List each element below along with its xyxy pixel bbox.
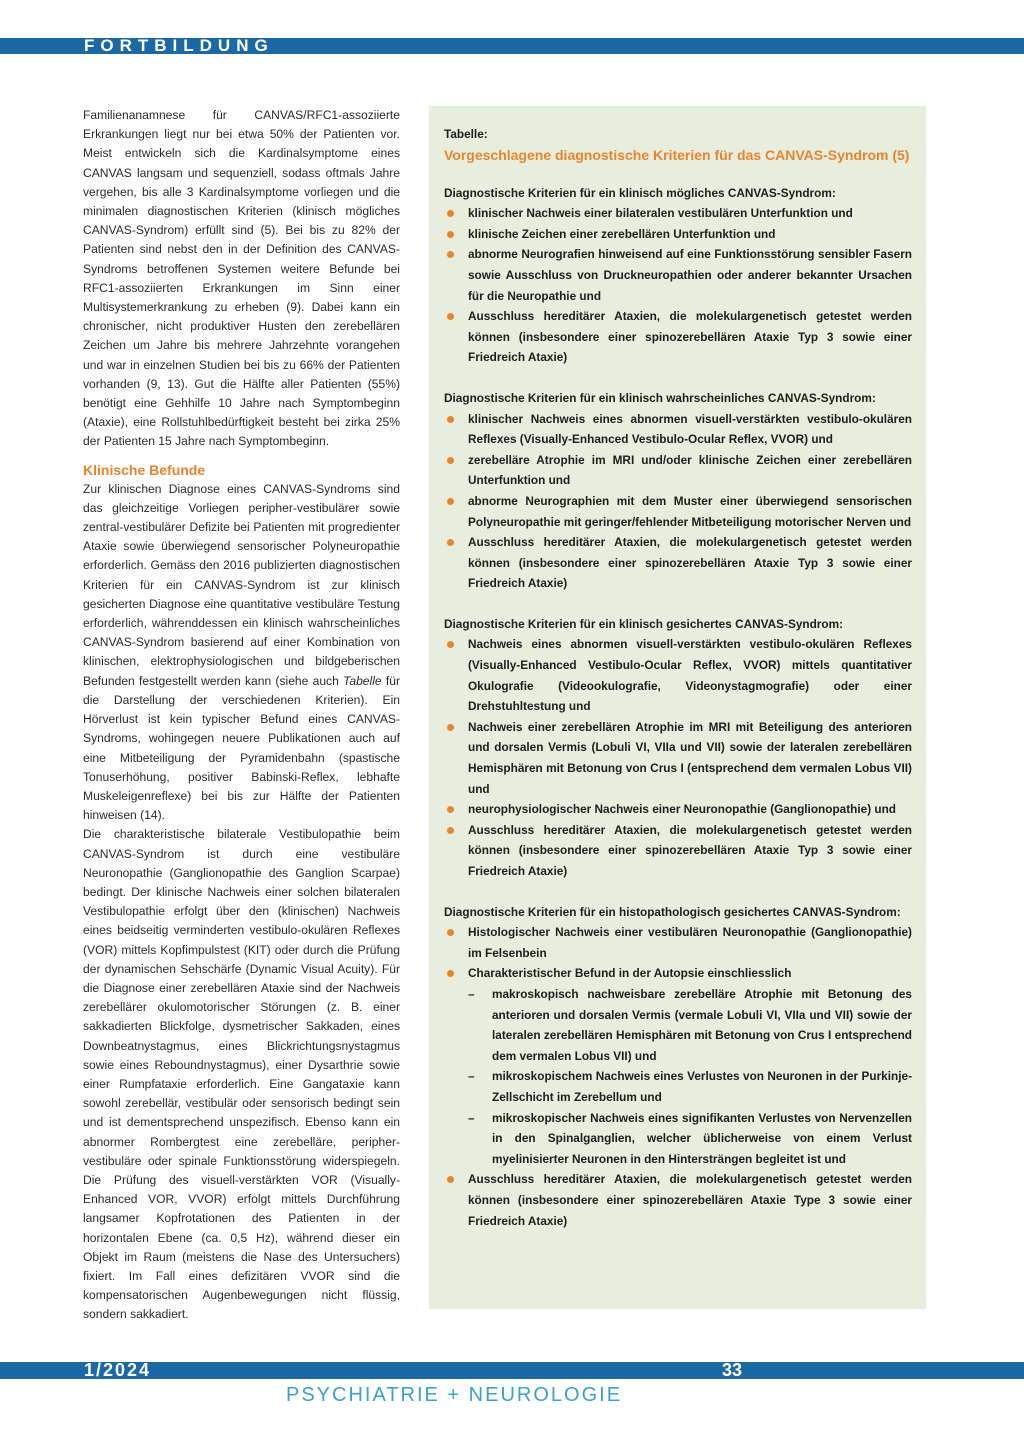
bullet-icon [447, 457, 454, 464]
criteria-item [444, 532, 912, 594]
criteria-section-heading: Diagnostische Kriterien für ein klinisch mögliches CANVAS-Syndrom: [444, 185, 836, 200]
paragraph: Die charakteristische bilaterale Vestibulopathie beim CANVAS-Syndrom ist durch eine vestibuläre Neuronopathie (Ganglionopathie des Ganglion Scarpae) bedingt. Der klinische Nachweis einer solchen bilateralen Vestibulopathie erfolgt über den (klinischen) Nachweis eines beidseitig verminderten vestibulo-okulären Reflexes (VOR) mittels Kopfimpulstest (KIT) oder durch die Prüfung der dynamischen Sehschärfe (Dynamic Visual Acuity). Für die Diagnose einer zerebellären Ataxie sind der Nachweis zerebellärer okulomotorischer Störungen (z. B. einer sakkadierten Blickfolge, dysmetrischer Sakkaden, eines Downbeatnystagmus, eines Blickrichtungsnystagmus sowie eines Reboundnystagmus), einer Dysarthrie sowie einer Rumpfataxie erforderlich. Eine Gangataxie kann sowohl zerebellär, vestibulär oder sensorisch bedingt sein und ist dementsprechend unspezifisch. Ebenso kann ein abnormer Rombergtest eine zerebelläre, peripher-vestibuläre oder spinale Funktionsstörung widerspiegeln. Die Prüfung des visuell-verstärkten VOR (Visually-Enhanced VOR, VVOR) erfolgt mittels Durchführung langsamer Kopfrotationen des Patienten in der horizontalen Ebene (ca. 0,5 Hz), während dieser ein Objekt im Raum (meistens die Nase des Untersuchers) fixiert. Im Fall eines defizitären VVOR sind die kompensatorischen Augenbewegungen nicht flüssig, sondern sakkadiert. [83, 827, 400, 1322]
bullet-icon [447, 313, 454, 320]
criteria-subitem-text: mikroskopischer Nachweis eines signifikanten Verlustes von Nervenzellen in den Spinalganglien, welcher üblicherweise von einem Verlust myelinisierter Neuronen in den Hintersträngen begleitet ist und [492, 1110, 912, 1166]
dash-icon: – [468, 1069, 475, 1084]
criteria-subitem-text: mikroskopischem Nachweis eines Verlustes von Neuronen in der Purkinje-Zellschicht im Zerebellum und [492, 1069, 912, 1104]
criteria-section [444, 388, 912, 594]
bullet-icon [447, 827, 454, 834]
criteria-item [444, 922, 912, 963]
criteria-section-heading: Diagnostische Kriterien für ein klinisch gesichertes CANVAS-Syndrom: [444, 616, 844, 631]
criteria-sections [444, 183, 912, 1232]
criteria-item-text: Histologischer Nachweis einer vestibulären Neuronopathie (Ganglionopathie) im Felsenbein [468, 925, 912, 960]
left-column [83, 106, 400, 1325]
criteria-list [444, 203, 912, 368]
criteria-item [444, 224, 912, 245]
criteria-item-text: klinischer Nachweis einer bilateralen vestibulären Unterfunktion und [468, 206, 853, 221]
criteria-item [444, 820, 912, 882]
criteria-item [444, 244, 912, 306]
criteria-item [444, 717, 912, 799]
journal-name: PSYCHIATRIE + NEUROLOGIE [286, 1384, 623, 1406]
criteria-item-text: Charakteristischer Befund in der Autopsie einschliesslich [468, 966, 792, 981]
criteria-item-text: Ausschluss hereditärer Ataxien, die molekulargenetisch getestet werden können (insbesondere einer spinozerebellären Ataxie Typ 3 sowie einer Friedreich Ataxie) [468, 822, 912, 878]
criteria-section [444, 183, 912, 368]
criteria-item [444, 450, 912, 491]
criteria-subitem-text: makroskopisch nachweisbare zerebelläre Atrophie mit Betonung des anterioren und dorsalen Vermis (vermale Lobuli VI, VIIa und VII) sowie der lateralen zerebellären Hemisphären mit Betonung von Crus I entsprechend dem vermalen Lobus VII) und [492, 986, 912, 1063]
paragraph: Zur klinischen Diagnose eines CANVAS-Syndroms sind das gleichzeitige Vorliegen peripher-vestibulärer sowie zentral-vestibulärer Defizite bei Patienten mit progredienter Ataxie sowie überwiegend sensorischer Polyneuropathie erforderlich. Gemäss den 2016 publizierten diagnostischen Kriterien für ein CANVAS-Syndrom ist zur klinisch gesicherten Diagnose eine quantitative vestibuläre Testung erforderlich, währenddessen ein klinisch wahrscheinliches CANVAS-Syndrom basierend auf einer Kombination von klinischen, elektrophysiologischen und bildgeberischen Befunden festgestellt werden kann (siehe auch Tabelle für die Darstellung der verschiedenen Kriterien). Ein Hörverlust ist kein typischer Befund eines CANVAS-Syndroms, wohingegen neuere Publikationen auch auf eine Mitbeteiligung der Pyramidenbahn (spastische Tonuserhöhung, positiver Babinski-Reflex, lebhafte Muskeleigenreflexe) bei bis zur Hälfte der Patienten hinweisen (14). [83, 481, 400, 823]
criteria-item-text: abnorme Neurografien hinweisend auf eine Funktionsstörung sensibler Fasern sowie Ausschluss von Druckneuropathien oder anderer bekannter Ursachen für die Neuropathie und [468, 247, 912, 303]
dash-icon: – [468, 1110, 475, 1125]
criteria-item [444, 409, 912, 450]
criteria-item [444, 963, 912, 1169]
criteria-subitem [468, 984, 912, 1066]
criteria-item-text: Ausschluss hereditärer Ataxien, die molekulargenetisch getestet werden können (insbesondere einer spinozerebellären Ataxie Typ 3 sowie einer Friedreich Ataxie) [468, 309, 912, 365]
criteria-item [444, 306, 912, 368]
criteria-sublist [468, 984, 912, 1169]
page-number: 33 [722, 1360, 743, 1380]
bullet-icon [447, 539, 454, 546]
dash-icon: – [468, 986, 475, 1001]
criteria-list [444, 409, 912, 594]
bullet-icon [447, 929, 454, 936]
criteria-item-text: klinische Zeichen einer zerebellären Unterfunktion und [468, 226, 776, 241]
criteria-table [429, 106, 926, 1309]
bullet-icon [447, 724, 454, 731]
criteria-section [444, 902, 912, 1232]
bullet-icon [447, 1176, 454, 1183]
bullet-icon [447, 251, 454, 258]
criteria-item-text: Ausschluss hereditärer Ataxien, die molekulargenetisch getestet werden können (insbesondere einer spinozerebellären Ataxie Type 3 sowie einer Friedreich Ataxie) [468, 1172, 912, 1228]
criteria-section [444, 614, 912, 882]
criteria-item-text: Nachweis eines abnormen visuell-verstärkten vestibulo-okulären Reflexes (Visually-Enhanced Vestibulo-Ocular Reflex, VVOR) mittels quantitativer Okulografie (Videookulografie, Videonystagmografie) oder einer Drehstuhltestung und [468, 637, 912, 714]
table-reference: Tabelle [343, 673, 382, 688]
issue-number: 1/2024 [84, 1360, 152, 1380]
bullet-icon [447, 806, 454, 813]
criteria-item [444, 203, 912, 224]
section-label: FORTBILDUNG [84, 36, 274, 55]
bullet-icon [447, 210, 454, 217]
criteria-subitem [468, 1066, 912, 1107]
bullet-icon [447, 416, 454, 423]
bullet-icon [447, 498, 454, 505]
bullet-icon [447, 231, 454, 238]
criteria-list [444, 634, 912, 881]
criteria-item [444, 799, 912, 820]
bullet-icon [447, 970, 454, 977]
criteria-list [444, 922, 912, 1231]
criteria-item-text: klinischer Nachweis eines abnormen visuell-verstärkten vestibulo-okulären Reflexes (Visually-Enhanced Vestibulo-Ocular Reflex, VVOR) und [468, 411, 912, 447]
criteria-item-text: abnorme Neurographien mit dem Muster einer überwiegend sensorischen Polyneuropathie mit geringer/fehlender Mitbeteiligung motorischer Nerven und [468, 493, 912, 529]
criteria-item-text: zerebelläre Atrophie im MRI und/oder klinische Zeichen einer zerebellären Unterfunktion und [468, 452, 912, 488]
section-heading: Klinische Befunde [83, 461, 206, 478]
criteria-item-text: Nachweis einer zerebellären Atrophie im MRI mit Beteiligung des anterioren und dorsalen Vermis (Lobuli VI, VIIa und VII) sowie der lateralen zerebellären Hemisphären mit Betonung von Crus I (entsprechend dem vermalen Lobus VII) und [468, 719, 912, 796]
paragraph: Familienanamnese für CANVAS/RFC1-assoziierte Erkrankungen liegt nur bei etwa 50% der Patienten vor. Meist entwickeln sich die Kardinalsymptome eines CANVAS langsam und sequenziell, sodass oftmals Jahre vergehen, bis alle 3 Kardinalsymptome vorliegen und die minimalen diagnostischen Kriterien (klinisch mögliches CANVAS-Syndrom) erfüllt sind (5). Bei bis zu 82% der Patienten sind nebst den in der Definition des CANVAS-Syndroms betroffenen Systemen weitere Befunde bei RFC1-assoziierten Erkrankungen im Sinn einer Multisystemerkrankung zu erheben (9). Dabei kann ein chronischer, nicht produktiver Husten den zerebellären Zeichen um Jahre bis mehrere Jahrzehnte vorangehen und war in einzelnen Studien bei bis zu 66% der Patienten vorhanden (9, 13). Gut die Hälfte aller Patienten (55%) benötigt eine Gehhilfe 10 Jahre nach Symptombeginn (Ataxie), eine Rollstuhlbedürftigkeit besteht bei zirka 25% der Patienten 15 Jahre nach Symptombeginn. [83, 108, 400, 449]
footer-bar [0, 1362, 1024, 1379]
table-title: Vorgeschlagene diagnostische Kriterien für das CANVAS-Syndrom (5) [444, 146, 910, 163]
criteria-item [444, 1169, 912, 1231]
bullet-icon [447, 641, 454, 648]
criteria-section-heading: Diagnostische Kriterien für ein histopathologisch gesichertes CANVAS-Syndrom: [444, 904, 901, 919]
criteria-subitem [468, 1108, 912, 1170]
criteria-item-text: Ausschluss hereditärer Ataxien, die molekulargenetisch getestet werden können (insbesondere einer spinozerebellären Ataxie Typ 3 sowie einer Friedreich Ataxie) [468, 535, 912, 591]
criteria-item-text: neurophysiologischer Nachweis einer Neuronopathie (Ganglionopathie) und [468, 802, 897, 817]
criteria-item [444, 634, 912, 716]
table-label: Tabelle: [444, 127, 488, 141]
criteria-item [444, 491, 912, 532]
criteria-section-heading: Diagnostische Kriterien für ein klinisch wahrscheinliches CANVAS-Syndrom: [444, 390, 876, 405]
